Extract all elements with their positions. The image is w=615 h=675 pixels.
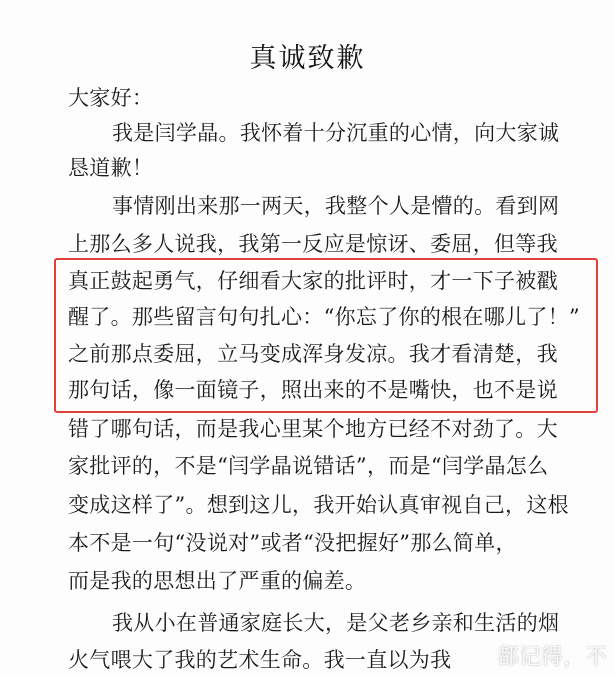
document-title: 真诚致歉 <box>249 43 366 74</box>
paragraph-line: 错了哪句话，而是我心里某个地方已经不对劲了。大 <box>68 417 558 441</box>
paragraph-line: 上那么多人说我，我第一反应是惊讶、委屈，但等我 <box>68 232 558 256</box>
paragraph-line: 变成这样了”。想到这儿，我开始认真审视自己，这根 <box>68 493 569 517</box>
paragraph-line: 那句话，像一面镜子，照出来的不是嘴快，也不是说 <box>68 378 558 402</box>
paragraph-line: 恳道歉！ <box>68 156 154 180</box>
paragraph-line: 我是闫学晶。我怀着十分沉重的心情，向大家诚 <box>112 121 560 145</box>
paragraph-line: 家批评的，不是“闫学晶说错话”，而是“闫学晶怎么 <box>68 454 549 478</box>
paragraph-line: 本不是一句“没说对”或者“没把握好”那么简单， <box>68 531 517 555</box>
watermark-text: 都记得，不 <box>496 645 607 670</box>
paragraph-line: 火气喂大了我的艺术生命。我一直以为我 <box>68 648 452 672</box>
salutation-line: 大家好： <box>68 86 154 110</box>
paragraph-line: 之前那点委屈，立马变成浑身发凉。我才看清楚，我 <box>68 342 558 366</box>
paragraph-line: 我从小在普通家庭长大，是父老乡亲和生活的烟 <box>112 611 560 635</box>
paragraph-line: 醒了。那些留言句句扎心：“你忘了你的根在哪儿了！” <box>68 305 580 329</box>
highlight-annotation-box <box>54 258 598 413</box>
paragraph-line: 真正鼓起勇气，仔细看大家的批评时，才一下子被戳 <box>68 269 558 293</box>
paragraph-line: 而是我的思想出了严重的偏差。 <box>68 569 367 593</box>
paragraph-line: 事情刚出来那一两天，我整个人是懵的。看到网 <box>112 194 560 218</box>
